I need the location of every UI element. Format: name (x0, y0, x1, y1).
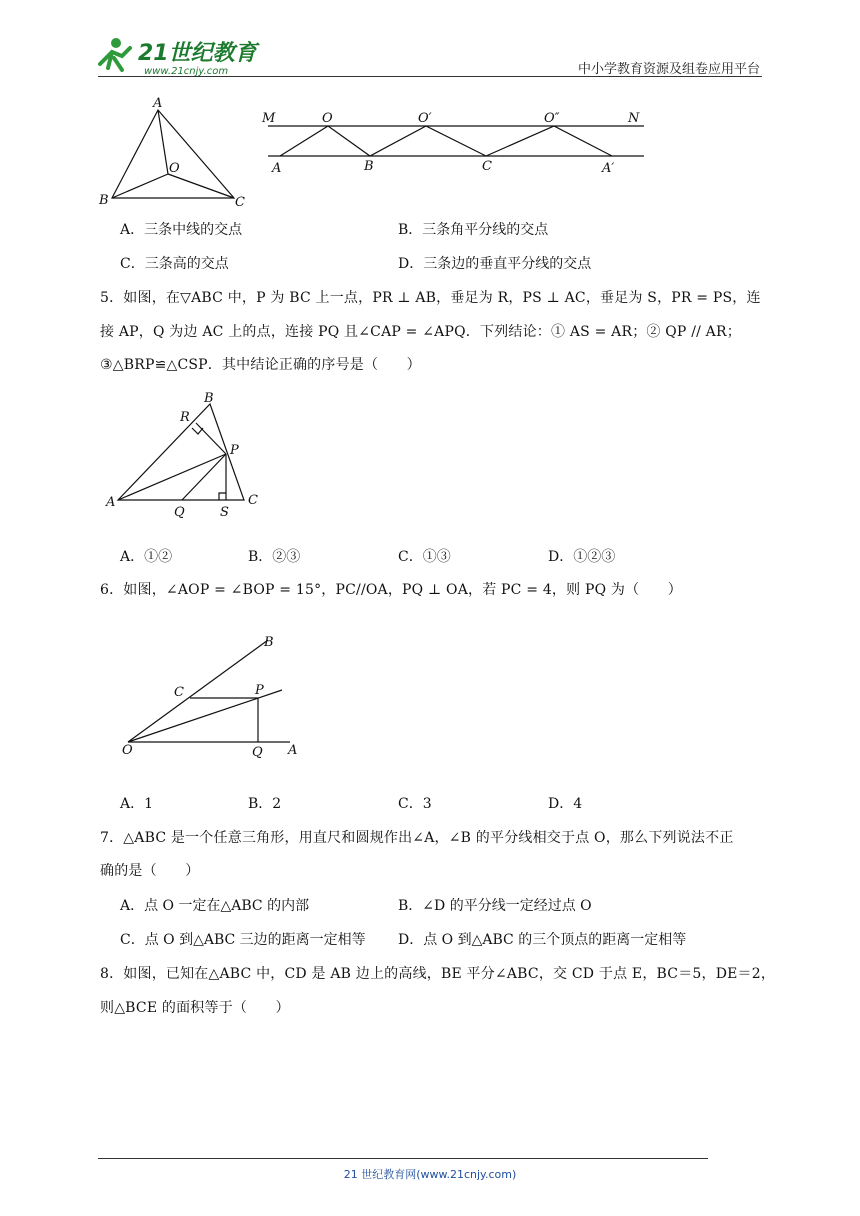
q4-option-a[interactable]: A．三条中线的交点 (120, 222, 243, 238)
label-O: O (122, 743, 133, 758)
runner-icon (100, 38, 130, 70)
label-O-double-prime: O″ (544, 111, 560, 126)
q4-option-b[interactable]: B．三条角平分线的交点 (398, 222, 549, 238)
label-M: M (262, 111, 276, 126)
label-A: A (153, 96, 163, 111)
q7-option-a[interactable]: A．点 O 一定在△ABC 的内部 (120, 898, 310, 914)
q6-option-d[interactable]: D．4 (548, 796, 583, 812)
q5-stem-line-1: 5．如图，在▽ABC 中，P 为 BC 上一点，PR ⊥ AB，垂足为 R，PS ⊥ AC，垂足为 S，PR = PS，连 (100, 290, 761, 306)
q8-stem-line-2: 则△BCE 的面积等于（ ） (100, 1000, 290, 1016)
q7-stem-line-1: 7．△ABC 是一个任意三角形，用直尺和圆规作出∠A，∠B 的平分线相交于点 O，那么下列说法不正 (100, 830, 734, 846)
label-C: C (482, 159, 492, 174)
label-S: S (220, 505, 229, 520)
q6-option-b[interactable]: B．2 (248, 796, 282, 812)
label-O: O (322, 111, 333, 126)
q7-option-d[interactable]: D．点 O 到△ABC 的三个顶点的距离一定相等 (398, 932, 687, 948)
label-B: B (364, 159, 374, 174)
footer-link[interactable]: 21 世纪教育网(www.21cnjy.com) (343, 1168, 517, 1181)
q5-option-c[interactable]: C．①③ (398, 549, 451, 565)
label-A: A (272, 161, 282, 176)
q7-stem-line-2: 确的是（ ） (100, 863, 200, 879)
label-B: B (99, 193, 109, 208)
label-C: C (174, 685, 184, 700)
q4-figure-zigzag (258, 104, 650, 180)
footer-divider (98, 1158, 708, 1159)
label-C: C (235, 195, 245, 210)
label-B: B (264, 635, 274, 650)
q5-option-b[interactable]: B．②③ (248, 549, 301, 565)
q6-option-c[interactable]: C．3 (398, 796, 432, 812)
label-B: B (204, 391, 214, 406)
q5-stem-line-3: ③△BRP≌△CSP．其中结论正确的序号是（ ） (100, 357, 421, 373)
q6-stem-line-1: 6．如图，∠AOP = ∠BOP = 15°，PC//OA，PQ ⊥ OA，若 PC = 4，则 PQ 为（ ） (100, 582, 682, 598)
label-R: R (180, 410, 190, 425)
label-O: O (169, 161, 180, 176)
label-A-prime: A′ (602, 161, 615, 176)
label-Q: Q (174, 505, 185, 520)
label-P: P (230, 443, 239, 458)
label-P: P (255, 683, 264, 698)
label-Q: Q (252, 745, 263, 760)
q5-option-a[interactable]: A．①② (120, 549, 173, 565)
q5-option-d[interactable]: D．①②③ (548, 549, 616, 565)
q4-option-d[interactable]: D．三条边的垂直平分线的交点 (398, 256, 592, 272)
q4-option-c[interactable]: C．三条高的交点 (120, 256, 229, 272)
label-C: C (248, 493, 258, 508)
logo-title: 21世纪教育 (138, 41, 257, 66)
logo-url: www.21cnjy.com (144, 66, 229, 77)
site-logo (92, 34, 262, 78)
label-A: A (288, 743, 298, 758)
q6-figure (116, 628, 316, 762)
label-N: N (628, 111, 640, 126)
label-O-prime: O′ (418, 111, 432, 126)
header-platform-text: 中小学教育资源及组卷应用平台 (577, 62, 760, 77)
q8-stem-line-1: 8．如图，已知在△ABC 中，CD 是 AB 边上的高线，BE 平分∠ABC，交 CD 于点 E，BC＝5，DE＝2， (100, 966, 776, 982)
q6-option-a[interactable]: A．1 (120, 796, 154, 812)
q4-figure-triangle (96, 96, 256, 212)
q5-figure (100, 388, 270, 520)
q5-stem-line-2: 接 AP，Q 为边 AC 上的点，连接 PQ 且∠CAP = ∠APQ．下列结论：① AS = AR；② QP // AR； (100, 324, 741, 340)
label-A: A (106, 495, 116, 510)
header-divider (98, 76, 762, 77)
q7-option-b[interactable]: B．∠D 的平分线一定经过点 O (398, 898, 592, 914)
q7-option-c[interactable]: C．点 O 到△ABC 三边的距离一定相等 (120, 932, 366, 948)
